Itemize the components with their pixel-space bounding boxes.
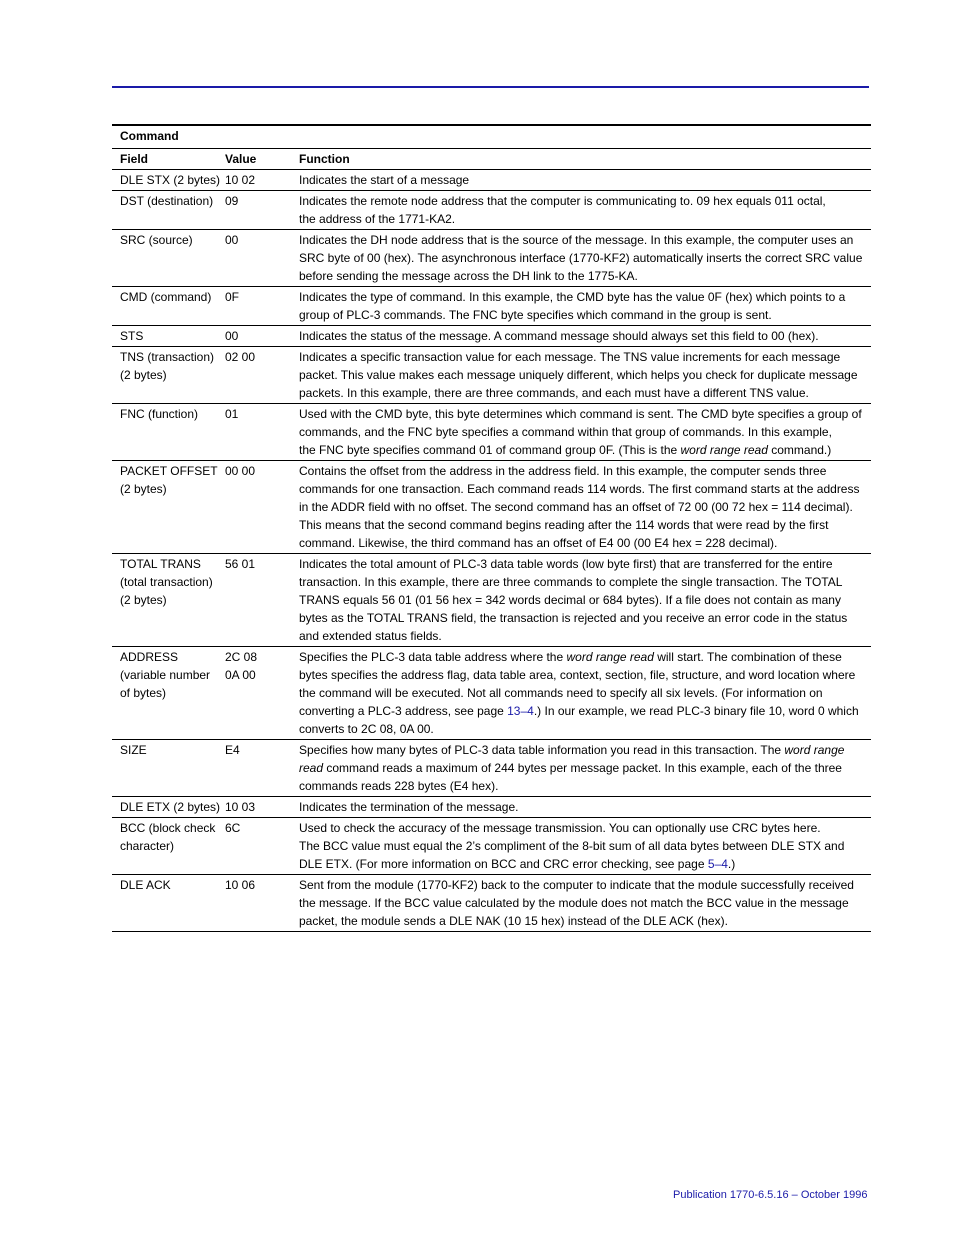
value-cell: 10 06 (225, 878, 256, 892)
function-italic: word range read (299, 743, 845, 775)
value-cell: 00 (225, 329, 239, 343)
function-line (299, 837, 865, 873)
function-cell: Indicates the start of a message (299, 173, 470, 187)
value-cell: 6C (225, 821, 241, 835)
function-text: command reads a maximum of 244 bytes per message packet. In this example, each of the three commands reads 228 bytes (E4 hex). (299, 761, 842, 793)
function-text: the FNC byte specifies command 01 of command group 0F. (This is the (299, 443, 681, 457)
function-cell (299, 405, 871, 459)
function-cell (299, 819, 871, 873)
function-text: will start. The combination of these bytes specifies the address flag, data table area, context, section, file, structure, and word location where the command will be executed. Not all commands need to specify all six levels. (For information on converting a PLC-3 address, see page (299, 650, 856, 718)
col-field-header: Field (120, 152, 149, 166)
page-link[interactable]: 13–4 (507, 704, 534, 718)
col-function-header: Function (299, 152, 350, 166)
value-cell: 2C 08 0A 00 (225, 650, 258, 682)
function-text: .) (727, 857, 736, 871)
value-cell: 10 02 (225, 173, 256, 187)
function-cell: Indicates the type of command. In this example, the CMD byte has the value 0F (hex) which points to a group of PLC-3 commands. The FNC byte specifies which command in the group is sent. (299, 290, 846, 322)
function-cell: Indicates the DH node address that is the source of the message. In this example, the computer uses an SRC byte of 00 (hex). The asynchronous interface (1770-KF2) automatically inserts the correct SRC value before sending the message across the DH link to the 1775-KA. (299, 233, 863, 283)
table-row (112, 347, 871, 404)
function-text: command.) (767, 443, 832, 457)
function-cell: Sent from the module (1770-KF2) back to the computer to indicate that the module successfully received the message. If the BCC value calculated by the module does not match the BCC value in the message packet, the module sends a DLE NAK (10 15 hex) instead of the DLE ACK (hex). (299, 878, 854, 928)
table-row (112, 797, 871, 818)
field-cell: SIZE (120, 743, 147, 757)
function-cell (299, 648, 871, 738)
field-cell: FNC (function) (120, 407, 199, 421)
table-row (112, 230, 871, 287)
function-cell: Indicates the termination of the message. (299, 800, 519, 814)
table-row (112, 461, 871, 554)
table-row (112, 818, 871, 875)
function-cell (299, 192, 871, 228)
function-line: the address of the 1771-KA2. (299, 212, 456, 226)
table-row (112, 191, 871, 230)
field-cell: DLE ETX (2 bytes) (120, 800, 221, 814)
table-row (112, 326, 871, 347)
value-cell: 02 00 (225, 350, 256, 364)
table-row (112, 287, 871, 326)
field-cell: SRC (source) (120, 233, 193, 247)
table-heading: Command (112, 126, 871, 149)
field-cell: STS (120, 329, 144, 343)
field-cell: CMD (command) (120, 290, 212, 304)
field-cell: TNS (transaction) (2 bytes) (120, 350, 215, 382)
function-text: The BCC value must equal the 2’s compliment of the 8-bit sum of all data bytes between DLE STX and DLE ETX. (For more information on BCC and CRC error checking, see page (299, 839, 845, 871)
table-row (112, 554, 871, 647)
value-cell: 56 01 (225, 557, 256, 571)
top-rule (112, 86, 869, 88)
value-cell: 09 (225, 194, 239, 208)
field-cell: DST (destination) (120, 194, 214, 208)
function-italic: word range read (566, 650, 654, 664)
field-cell: ADDRESS (variable number of bytes) (120, 650, 211, 700)
function-cell: Indicates the status of the message. A command message should always set this field to 00 (hex). (299, 329, 819, 343)
field-cell: DLE ACK (120, 878, 171, 892)
table-row (112, 740, 871, 797)
function-cell: Indicates a specific transaction value for each message. The TNS value increments for each message packet. This value makes each message uniquely different, which helps you check for duplicate message packets. In this example, there are three commands, and each must have a different TNS value. (299, 350, 858, 400)
command-table (112, 124, 871, 932)
function-text: .) In our example, we read PLC-3 binary file 10, word 0 which converts to 2C 08, 0A 00. (299, 704, 859, 736)
col-value-header: Value (225, 152, 257, 166)
table-row (112, 404, 871, 461)
function-italic: word range read (680, 443, 768, 457)
field-cell: DLE STX (2 bytes) (120, 173, 221, 187)
field-cell: PACKET OFFSET (2 bytes) (120, 464, 218, 496)
function-line: Used with the CMD byte, this byte determines which command is sent. The CMD byte specifies a group of commands, and the FNC byte specifies a command within that group of commands. In this example, (299, 407, 862, 439)
function-line: Used to check the accuracy of the message transmission. You can optionally use CRC bytes here. (299, 821, 821, 835)
value-cell: 10 03 (225, 800, 256, 814)
field-cell: TOTAL TRANS (total transaction) (2 bytes) (120, 557, 213, 607)
function-line (299, 441, 865, 459)
function-text: Specifies the PLC-3 data table address where the (299, 650, 567, 664)
value-cell: 0F (225, 290, 240, 304)
table-row (112, 647, 871, 740)
function-text: Specifies how many bytes of PLC-3 data table information you read in this transaction. The (299, 743, 785, 757)
function-cell (299, 741, 871, 795)
publication-footer: Publication 1770-6.5.16 – October 1996 (673, 1189, 868, 1201)
value-cell: 00 00 (225, 464, 256, 478)
page-link[interactable]: 5–4 (707, 857, 728, 871)
field-cell: BCC (block check character) (120, 821, 216, 853)
function-cell: Indicates the total amount of PLC-3 data table words (low byte first) that are transferred for the entire transaction. In this example, there are three commands to complete the single transaction. The TOTAL TRANS equals 56 01 (01 56 hex = 342 words decimal or 684 bytes). If a file does not contain as many bytes as the TOTAL TRANS field, the transaction is rejected and you receive an error code in the status and extended status fields. (299, 557, 848, 643)
value-cell: 01 (225, 407, 239, 421)
value-cell: E4 (225, 743, 240, 757)
table-row (112, 875, 871, 932)
header-row (112, 149, 871, 170)
table-row (112, 170, 871, 191)
function-cell: Contains the offset from the address in the address field. In this example, the computer sends three commands for one transaction. Each command reads 114 words. The first command starts at the address in the ADDR field with no offset. The second command has an offset of 72 00 (00 72 hex = 114 decimal). This means that the second command begins reading after the 114 words that were read by the first command. Likewise, the third command has an offset of E4 00 (00 E4 hex = 228 decimal). (299, 464, 860, 550)
value-cell: 00 (225, 233, 239, 247)
function-line: Indicates the remote node address that the computer is communicating to. 09 hex equals 011 octal, (299, 194, 826, 208)
